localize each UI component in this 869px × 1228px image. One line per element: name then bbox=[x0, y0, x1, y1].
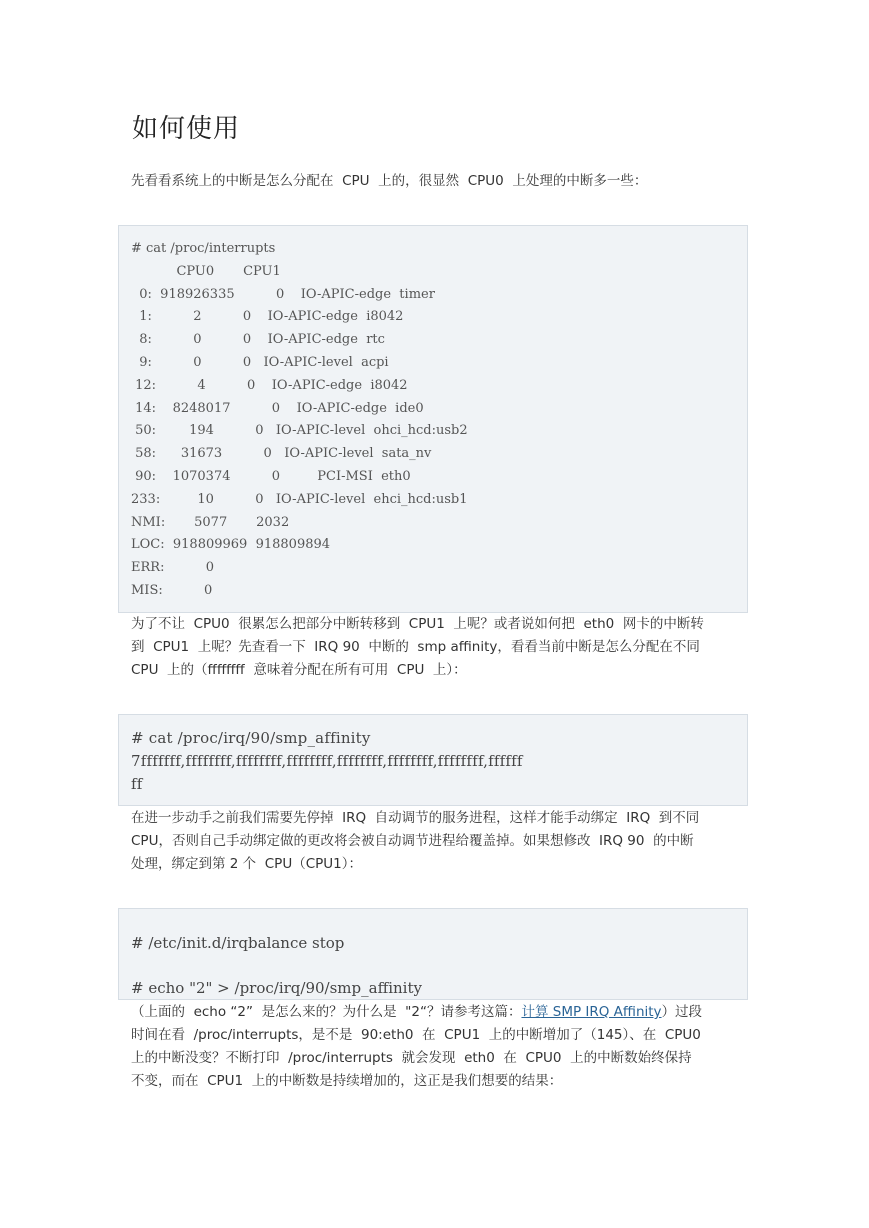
code-row: MIS: 0 bbox=[131, 582, 213, 598]
code-command: # echo "2" > /proc/irq/90/smp_affinity bbox=[131, 979, 422, 997]
code-row: 1: 2 0 IO-APIC-edge i8042 bbox=[131, 309, 404, 325]
affinity-explanation-paragraph bbox=[131, 613, 737, 682]
intro-paragraph bbox=[131, 170, 737, 193]
section-heading: 如何使用 bbox=[132, 114, 241, 144]
irqbalance-code bbox=[131, 921, 747, 1011]
interrupts-code bbox=[131, 238, 747, 603]
code-row: 12: 4 0 IO-APIC-edge i8042 bbox=[131, 377, 408, 393]
result-paragraph bbox=[131, 1001, 737, 1093]
code-row: 0: 918926335 0 IO-APIC-edge timer bbox=[131, 286, 435, 302]
paragraph-line: CPU 上的（ffffffff 意味着分配在所有可用 CPU 上）： bbox=[131, 662, 467, 678]
irqbalance-code-block bbox=[118, 908, 748, 1000]
paragraph-line: 在进一步动手之前我们需要先停掉 IRQ 自动调节的服务进程，这样才能手动绑定 IRQ 到不同 bbox=[131, 810, 700, 826]
paragraph-line: ）过段 bbox=[661, 1004, 703, 1020]
code-command: # cat /proc/interrupts bbox=[131, 241, 276, 256]
code-header: CPU0 CPU1 bbox=[131, 263, 281, 279]
paragraph-line: 处理，绑定到第 2 个 CPU（CPU1）： bbox=[131, 856, 362, 872]
code-output: ff bbox=[131, 775, 143, 793]
irqbalance-paragraph bbox=[131, 807, 737, 876]
smp-affinity-code bbox=[131, 727, 747, 796]
paragraph-line: CPU，否则自己手动绑定做的更改将会被自动调节进程给覆盖掉。如果想修改 IRQ 90 的中断 bbox=[131, 833, 694, 849]
interrupts-code-block bbox=[118, 225, 748, 613]
code-row: 14: 8248017 0 IO-APIC-edge ide0 bbox=[131, 400, 424, 416]
code-row: 58: 31673 0 IO-APIC-level sata_nv bbox=[131, 446, 432, 462]
paragraph-line: 到 CPU1 上呢？先查看一下 IRQ 90 中断的 smp affinity，看看当前中断是怎么分配在不同 bbox=[131, 639, 700, 655]
paragraph-line: 不变，而在 CPU1 上的中断数是持续增加的，这正是我们想要的结果： bbox=[131, 1073, 563, 1089]
paragraph-line: 上的中断没变？不断打印 /proc/interrupts 就会发现 eth0 在 CPU0 上的中断数始终保持 bbox=[131, 1050, 692, 1066]
code-row: 8: 0 0 IO-APIC-edge rtc bbox=[131, 332, 385, 348]
code-command: # /etc/init.d/irqbalance stop bbox=[131, 934, 345, 952]
code-command: # cat /proc/irq/90/smp_affinity bbox=[131, 729, 371, 747]
code-row: LOC: 918809969 918809894 bbox=[131, 537, 331, 553]
code-row: 233: 10 0 IO-APIC-level ehci_hcd:usb1 bbox=[131, 491, 468, 507]
paragraph-line: 为了不让 CPU0 很累怎么把部分中断转移到 CPU1 上呢？或者说如何把 eth0 网卡的中断转 bbox=[131, 616, 704, 632]
smp-irq-affinity-link[interactable]: 计算 SMP IRQ Affinity bbox=[521, 1004, 662, 1020]
smp-affinity-code-block bbox=[118, 714, 748, 806]
paragraph-line: 时间在看 /proc/interrupts，是不是 90:eth0 在 CPU1 上的中断增加了（145）、在 CPU0 bbox=[131, 1027, 701, 1043]
code-row: 50: 194 0 IO-APIC-level ohci_hcd:usb2 bbox=[131, 423, 468, 439]
code-row: 9: 0 0 IO-APIC-level acpi bbox=[131, 354, 389, 370]
code-output: 7fffffff,ffffffff,ffffffff,ffffffff,ffffffff,ffffffff,ffffffff,ffffff bbox=[131, 752, 523, 770]
intro-text: 先看看系统上的中断是怎么分配在 CPU 上的，很显然 CPU0 上处理的中断多一些： bbox=[131, 173, 648, 189]
code-row: 90: 1070374 0 PCI-MSI eth0 bbox=[131, 468, 411, 484]
paragraph-line: （上面的 echo “2” 是怎么来的？为什么是 "2“？请参考这篇： bbox=[131, 1004, 522, 1020]
code-row: NMI: 5077 2032 bbox=[131, 514, 290, 530]
code-row: ERR: 0 bbox=[131, 560, 215, 576]
